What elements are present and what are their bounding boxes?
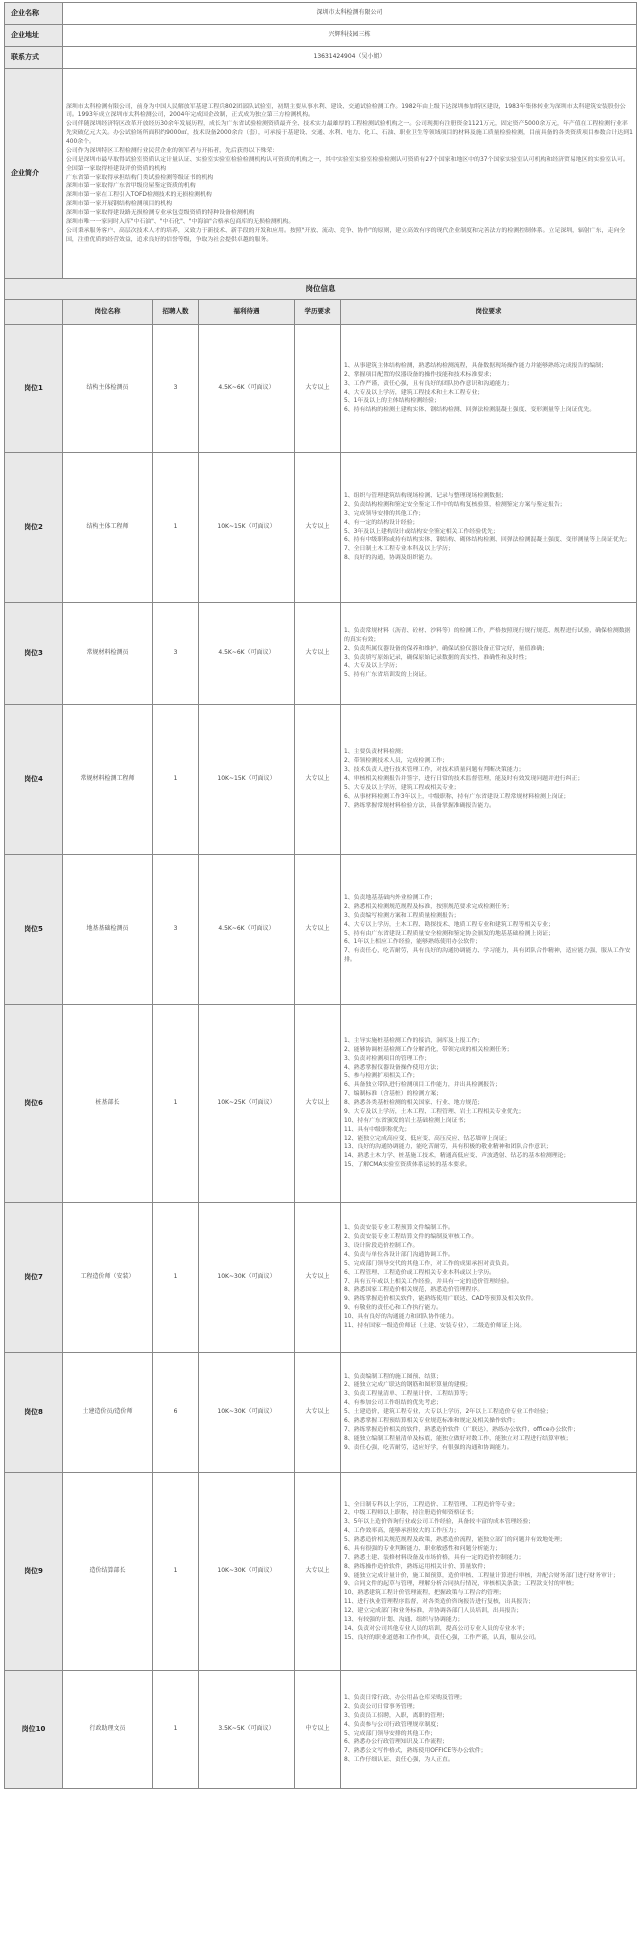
company-name-label: 企业名称	[5, 3, 63, 25]
requirement-item: 4、工作效率高，能够承担较大的工作压力；	[344, 1528, 460, 1535]
requirement-item: 4、大专以上学历，土木工程、勘探技术、地质工程专业和建筑工程等相关专业；	[344, 921, 554, 928]
requirement-item: 1、负责日常行政、办公用品仓库采购及管理；	[344, 1695, 466, 1702]
position-education: 大专以上	[295, 453, 341, 603]
requirement-item: 9、有敬业的责任心和工作执行能力。	[344, 1305, 442, 1312]
intro-paragraph: 深圳市第一家取得建设路无损检测专业承包壹级资质的特种设备检测机构	[66, 209, 255, 216]
requirement-item: 7、熟练掌握常规材料检验方法，具备掌握准确报告能力。	[344, 802, 496, 809]
position-count: 1	[153, 1203, 199, 1353]
requirement-item: 3、负责员工招聘，入职，离职的管理；	[344, 1712, 448, 1719]
position-education: 大专以上	[295, 1353, 341, 1473]
requirement-item: 6、熟悉办公行政管理知识及工作流程；	[344, 1739, 448, 1746]
position-row	[5, 1473, 637, 1671]
company-contact: 13631424904（吴小姐）	[63, 47, 637, 69]
position-requirements	[341, 855, 637, 1005]
requirement-item: 2、带领检测技术人员，完成检测工作；	[344, 758, 448, 765]
position-name: 结构主体工程师	[63, 453, 153, 603]
position-label: 岗位9	[5, 1473, 63, 1671]
position-salary: 10K~30K（可面议）	[199, 1473, 295, 1671]
requirement-item: 7、熟悉公文写作格式，熟练使用OFFICE等办公软件；	[344, 1748, 487, 1755]
requirement-item: 5、完成部门领导交代的其他工作，对工作的成果承担对责负责。	[344, 1260, 513, 1267]
position-name: 造价结算部长	[63, 1473, 153, 1671]
requirement-item: 3、工作严谨，责任心强，且有良好的团队协作意识和沟通能力；	[344, 380, 513, 387]
position-name: 行政助理文员	[63, 1671, 153, 1789]
header-salary: 福利待遇	[199, 300, 295, 325]
requirement-item: 8、熟悉国家工程造价相关规范，熟悉造价管理程序。	[344, 1287, 484, 1294]
requirement-item: 13、有较强的计划、沟通、组织与协调能力；	[344, 1616, 464, 1623]
position-count: 1	[153, 1005, 199, 1203]
company-intro-label: 企业简介	[5, 69, 63, 279]
requirement-item: 3、负责编写检测方案和工程质量检测报告；	[344, 912, 460, 919]
requirement-item: 7、熟悉土建、装修材料设备及市场价格，具有一定的造价控制能力；	[344, 1554, 525, 1561]
requirement-item: 13、良好的沟通协调能力，能吃苦耐劳，具有积极的敬业精神和团队合作意识；	[344, 1144, 552, 1151]
intro-paragraph: 公司秉承服务客户、高层次技术人才的培养，又致力于新技术、新手段的开发和应用。按照"开放、流动、竞争、协作"的原则，建立高效有序的现代企业制度和完善法方的检测控制体系。立足深圳，辐射广东，走向全国，注重优质的经营效益，追求良好的信誉等级，争取为社会提供卓越的服务。	[66, 227, 626, 243]
position-count: 1	[153, 1671, 199, 1789]
requirement-item: 8、能独立编制工程量清单及标底，能独立做好对数工作，能独立对工程进行结算审核；	[344, 1435, 572, 1442]
requirement-item: 1、负责地基基础内外业检测工作；	[344, 895, 437, 902]
requirement-item: 6、1年以上相应工作经验，能够熟练使用办公软件；	[344, 939, 482, 946]
position-salary: 4.5K~6K（可面议）	[199, 325, 295, 453]
requirement-item: 5、1年及以上的主体结构检测经验；	[344, 398, 440, 405]
position-salary: 4.5K~6K（可面议）	[199, 603, 295, 705]
requirement-item: 11、具有中级职称优先；	[344, 1126, 411, 1133]
requirement-item: 6、具备独立带队进行检测项目工作能力，并出具检测报告；	[344, 1082, 501, 1089]
header-education: 学历要求	[295, 300, 341, 325]
position-education: 大专以上	[295, 1203, 341, 1353]
position-requirements	[341, 705, 637, 855]
intro-paragraph: 深圳市太科检测有限公司，前身为中国人民解放军基建工程兵802团部队试验室，初期主要从事水利、建设、交通试验检测工作。1982年由上级下达深圳参加特区建设，1983年集体转业为深圳市太科建筑安装股份公司。1993年成立深圳市太科检测公司，2004年完成国企改制，正式成为独立第三方检测机构。	[66, 103, 626, 119]
position-education: 大专以上	[295, 855, 341, 1005]
requirement-item: 9、熟练掌握造价相关软件，能熟练使用广联达、CAD等预算及相关软件。	[344, 1296, 538, 1303]
position-label: 岗位7	[5, 1203, 63, 1353]
requirement-item: 6、从事材料检测工作3年以上，中级职称，持有广东省建设工程常规材料检测上岗证；	[344, 793, 570, 800]
requirement-item: 6、熟悉掌握工程预结算相关专业规范标准和规定及相关操作软件；	[344, 1417, 519, 1424]
requirement-item: 6、持有中级职称或持有结构实体、钢结构、砌体结构检测、回弹法检测混凝土强度、变形测量等上岗证优先；	[344, 537, 631, 544]
requirement-item: 4、负责参与公司行政管理规章制度；	[344, 1721, 442, 1728]
requirement-item: 4、审核相关检测报告并签字，进行日常的技术监督管理，能及时有效发现问题并进行纠正；	[344, 776, 584, 783]
requirement-item: 5、熟悉造价相关规范规程及政策，熟悉造价流程，能独立部门的问题并有效地处理；	[344, 1537, 566, 1544]
positions-header-row	[5, 300, 637, 325]
requirement-item: 6、工程管理、工程造价或工程相关专业本科或以上学历。	[344, 1269, 496, 1276]
position-name: 土建造价员/造价师	[63, 1353, 153, 1473]
header-blank	[5, 300, 63, 325]
requirement-item: 8、工作仔细认证、责任心强，为人正直。	[344, 1757, 454, 1764]
position-salary: 4.5K~6K（可面议）	[199, 855, 295, 1005]
position-label: 岗位5	[5, 855, 63, 1005]
intro-paragraph: 深圳市第一家取得广东省甲级房屋鉴定资质的机构	[66, 183, 196, 190]
position-name: 桩基部长	[63, 1005, 153, 1203]
requirement-item: 5、持有广东省培训发的上岗证。	[344, 672, 431, 679]
position-count: 1	[153, 1473, 199, 1671]
requirement-item: 3、负责对检测项目的管理工作；	[344, 1055, 431, 1062]
position-education: 大专以上	[295, 325, 341, 453]
requirement-item: 8、良好的沟通，协调及组织能力。	[344, 555, 437, 562]
requirement-item: 3、5年以上造价咨询行业或公司工作经验，具备较丰富的成本管理经验；	[344, 1519, 535, 1526]
requirement-item: 8、熟悉各类基桩检测的相关国家、行业、地方规范；	[344, 1100, 484, 1107]
requirement-item: 12、建立完成部门和业务标准，并协调各部门人员培训，出具报告；	[344, 1607, 523, 1614]
position-row	[5, 325, 637, 453]
position-count: 1	[153, 453, 199, 603]
requirement-item: 10、熟悉建筑工程计价管理流程，把握政策与工程合约管理；	[344, 1590, 505, 1597]
requirement-item: 1、从事建筑主体结构检测，熟悉结构检测流程，具备数据现场操作能力并能够熟练完成报告的编制；	[344, 362, 607, 369]
company-contact-row	[5, 47, 637, 69]
position-name: 常规材料检测员	[63, 603, 153, 705]
requirement-item: 5、大专及以上学历，建筑工程或相关专业；	[344, 784, 460, 791]
position-requirements	[341, 603, 637, 705]
position-row	[5, 603, 637, 705]
requirement-item: 9、合同文件的起草与管理，理解分析合同执行情况，审核相关条款；工程款支付的审核；	[344, 1581, 578, 1588]
requirement-item: 9、大专及以上学历，土木工程、工程管理、岩土工程相关专业优先；	[344, 1108, 525, 1115]
requirement-item: 1、负责编制工程的施工图预、结算；	[344, 1373, 442, 1380]
requirement-item: 2、掌握项目配置的仪器设备的操作技能和技术标准要求；	[344, 371, 496, 378]
requirement-item: 3、负责工程量清单、工程量计价、工程结算等；	[344, 1391, 472, 1398]
position-count: 3	[153, 603, 199, 705]
requirement-item: 12、能独立完成高应变、低应变、高压反应、钻芯墙审上岗证；	[344, 1135, 511, 1142]
requirement-item: 5、持有由广东省建设工程质量安全检测和鉴定协会颁发的地基基础检测上岗证；	[344, 930, 554, 937]
intro-paragraph: 深圳市第一家在工程引入TOFD检测技术的无损检测机构	[66, 192, 212, 199]
requirement-item: 1、全日制专科以上学历，工程造价、工程管理、工程造价等专业；	[344, 1501, 519, 1508]
position-requirements	[341, 1203, 637, 1353]
company-address-row	[5, 25, 637, 47]
requirement-item: 11、进行执业管理程序监督，对各类造价咨询报告进行复核，出具报告；	[344, 1599, 535, 1606]
requirement-item: 7、编制标准（含基桩）的检测方案；	[344, 1091, 442, 1098]
requirement-item: 3、完成领导安排的其他工作；	[344, 510, 425, 517]
requirement-item: 2、负责所属仪器设备的保养和维护，确保试验仪器设备正常完好，量值准确；	[344, 645, 549, 652]
position-education: 大专以上	[295, 705, 341, 855]
requirement-item: 5、完成部门领导安排的其他工作；	[344, 1730, 437, 1737]
position-requirements	[341, 453, 637, 603]
requirement-item: 11、持有国家一级造价师证（土建、安装专业），二级造价师证上岗。	[344, 1322, 526, 1329]
requirement-item: 10、具有良好的沟通能力和团队协作能力。	[344, 1313, 458, 1320]
requirement-item: 2、负责公司日常事务管理；	[344, 1703, 419, 1710]
position-label: 岗位10	[5, 1671, 63, 1789]
requirement-item: 4、有一定的结构设计经验；	[344, 519, 419, 526]
position-salary: 10K~15K（可面议）	[199, 705, 295, 855]
requirement-item: 5、土建造价，建筑工程专业，大专以上学历，2年以上工程造价专业工作经验；	[344, 1409, 552, 1416]
positions-title: 岗位信息	[5, 279, 637, 300]
position-row	[5, 1005, 637, 1203]
requirement-item: 1、主要负责材料检测；	[344, 749, 407, 756]
intro-paragraph: 广东省第一家取得承担结构门类试验检测等级证书的机构	[66, 174, 214, 181]
position-count: 3	[153, 325, 199, 453]
requirement-item: 3、负责填写原始记录，确保原始记录数据的真实性、准确性和及时性；	[344, 654, 531, 661]
position-count: 3	[153, 855, 199, 1005]
positions-title-row	[5, 279, 637, 300]
position-row	[5, 1203, 637, 1353]
position-label: 岗位8	[5, 1353, 63, 1473]
position-row	[5, 1671, 637, 1789]
requirement-item: 1、主导实施桩基检测工作的接洽，洞库及上报工作；	[344, 1038, 484, 1045]
position-row	[5, 855, 637, 1005]
position-salary: 10K~30K（可面议）	[199, 1203, 295, 1353]
position-education: 大专以上	[295, 603, 341, 705]
header-position-name: 岗位名称	[63, 300, 153, 325]
requirement-item: 7、全日制土木工程专业本科及以上学历；	[344, 546, 454, 553]
requirement-item: 10、持有广东省颁发的岩土基础检测上岗证书；	[344, 1117, 470, 1124]
requirement-item: 4、有参加公司工作组结的优先考虑；	[344, 1400, 442, 1407]
requirement-item: 2、能独立完成广联达的钢筋和图形算量的建模；	[344, 1382, 472, 1389]
position-rows	[5, 325, 637, 1789]
position-label: 岗位3	[5, 603, 63, 705]
position-requirements	[341, 1353, 637, 1473]
position-count: 1	[153, 705, 199, 855]
intro-paragraph: 公司是深圳市最早取得试验室资质认定计量认证、实验室实验室检验检测机构认可资质的机构之一，其中实验室实验室检验检测认可资质有27个国家和地区中的37个国家实验室认可机构和经济贸易地区的实验室认可。	[66, 156, 629, 163]
position-label: 岗位6	[5, 1005, 63, 1203]
position-count: 6	[153, 1353, 199, 1473]
company-name: 深圳市太科检测有限公司	[63, 3, 637, 25]
position-salary: 10K~25K（可面议）	[199, 1005, 295, 1203]
requirement-item: 3、设计阶段造价控制工作。	[344, 1243, 419, 1250]
position-row	[5, 705, 637, 855]
intro-paragraph: 全国第一家取得桂建设评价资质的机构	[66, 165, 167, 172]
requirement-item: 2、熟悉相关检测规范规程及标准，按照规范要求完成检测任务；	[344, 903, 513, 910]
company-contact-label: 联系方式	[5, 47, 63, 69]
requirement-item: 3、技术负责人进行技术管理工作，对技术质量问题有判断决策能力；	[344, 767, 525, 774]
position-education: 大专以上	[295, 1005, 341, 1203]
position-requirements	[341, 1005, 637, 1203]
requirement-item: 6、持有结构的检测土建构实体、钢结构检测、回弹法检测混凝土强度、变形测量等上岗证优先。	[344, 407, 596, 414]
position-salary: 10K~30K（可面议）	[199, 1353, 295, 1473]
requirement-item: 4、负责与单位各设计部门沟通协调工作。	[344, 1251, 454, 1258]
requirement-item: 7、熟练掌握造价相关的软件，熟悉造价软件（广联达），熟练办公软件，office办公软件；	[344, 1426, 579, 1433]
requirement-item: 2、负责安装专业工程结算文件的编制及审核工作。	[344, 1234, 478, 1241]
requirement-item: 2、中级工程师以上职称，持注册造价师资格证书；	[344, 1510, 478, 1517]
position-row	[5, 1353, 637, 1473]
requirement-item: 1、负责安装专业工程预算文件编制工作。	[344, 1225, 454, 1232]
position-name: 工程造价师（安装）	[63, 1203, 153, 1353]
requirement-item: 5、3年及以上建构设计或结构安全鉴定相关工作经验优先；	[344, 528, 499, 535]
intro-paragraph: 公司伴随深圳经济特区改革开放经历30余年发展历程，成长为广东省试验检测资质最齐全、技术实力最雄厚的工程检测试验机构之一。公司现拥有注册资金1121万元，固定资产5000余万元，年产值在工程检测行业率先突破亿元大关。办公试验场所面积约9000㎡，技术设备2000余台（套），可承接于基建设、交通、水利、电力、化工、石油、职业卫生等领域项目的材料及施工质量检验检测，目前具备的各类资质项目参数合计达到1400余个。	[66, 121, 633, 146]
company-intro-row	[5, 69, 637, 279]
position-label: 岗位1	[5, 325, 63, 453]
position-label: 岗位4	[5, 705, 63, 855]
position-row	[5, 453, 637, 603]
requirement-item: 14、熟悉土木力学、桩基施工技术，精通高低应变、声波透射、钻芯的基本检测理论；	[344, 1153, 570, 1160]
requirement-item: 14、负责对公司其他专业人员的培训，提高公司专业人员的专业水平；	[344, 1625, 529, 1632]
recruitment-sheet	[4, 2, 636, 1789]
company-name-row	[5, 3, 637, 25]
intro-paragraph: 深圳市第一家开展钢结构检测项目的机构	[66, 201, 173, 208]
company-address: 兴辉科技园三栋	[63, 25, 637, 47]
header-requirements: 岗位要求	[341, 300, 637, 325]
positions-table	[4, 278, 637, 1789]
company-address-label: 企业地址	[5, 25, 63, 47]
position-requirements	[341, 1671, 637, 1789]
position-name: 地基基础检测员	[63, 855, 153, 1005]
requirement-item: 15、了解CMA实验室资质体系运转的基本要求。	[344, 1162, 471, 1169]
requirement-item: 7、有责任心，吃苦耐劳，具有良好的沟通协调能力、学习能力，具有团队合作精神，适应能力强，服从工作安排。	[344, 948, 631, 964]
requirement-item: 4、大专及以上学历，建筑工程技术和土木工程专业；	[344, 389, 484, 396]
requirement-item: 1、负责常规材料（沥青、砼材、沙料等）的检测工作，严格按照现行规行规范、规程进行试验，确保检测数据的真实有效；	[344, 627, 631, 643]
requirement-item: 2、能够协调桩基检测工作分解消化，带领完成的相关检测任务；	[344, 1046, 513, 1053]
requirement-item: 4、熟悉掌握仪器设备操作使用方法；	[344, 1064, 442, 1071]
requirement-item: 2、负责结构检测和鉴定安全鉴定工作中的结构复核验算，检测鉴定方案与鉴定报告；	[344, 501, 566, 508]
intro-paragraph: 公司作为深圳特区工程检测行业民营企业的领军者与开拓者，先后获得以下殊荣：	[66, 147, 279, 154]
company-intro-text	[63, 69, 637, 279]
position-requirements	[341, 325, 637, 453]
requirement-item: 1、组织与管理建筑结构现场检测、记录与整理现场检测数据；	[344, 493, 507, 500]
intro-paragraph: 深圳市唯一一家同时入库"中石油"、"中石化"、"中海油"合格承包商库的无损检测机构。	[66, 218, 295, 225]
position-education: 中专以上	[295, 1671, 341, 1789]
position-label: 岗位2	[5, 453, 63, 603]
requirement-item: 7、具有五年或以上相关工作经验，并具有一定的造价管理经验。	[344, 1278, 513, 1285]
requirement-item: 15、良好的职业道德和工作作风，责任心强，工作严谨，认真，服从公司。	[344, 1634, 540, 1641]
header-count: 招聘人数	[153, 300, 199, 325]
position-salary: 10K~15K（可面议）	[199, 453, 295, 603]
requirement-item: 6、具有很强的专业判断能力、职业敏感性和问题分析能力；	[344, 1545, 501, 1552]
position-name: 结构主体检测员	[63, 325, 153, 453]
position-name: 常规材料检测工程师	[63, 705, 153, 855]
requirement-item: 9、能独立完成计量计价，施工图预算，造价审核、工程量计算进行审核，并配合财务部门进行财务审计；	[344, 1572, 619, 1579]
requirement-item: 5、参与检测扩项相关工作；	[344, 1073, 419, 1080]
requirement-item: 9、责任心强，吃苦耐劳，适应好学，有很强的沟通和协调能力。	[344, 1444, 513, 1451]
position-salary: 3.5K~5K（可面议）	[199, 1671, 295, 1789]
requirement-item: 4、大专及以上学历；	[344, 663, 401, 670]
requirement-item: 8、熟练操作造价软件，熟练运用相关计价、算量软件；	[344, 1563, 490, 1570]
company-info-table	[4, 2, 637, 279]
position-education: 大专以上	[295, 1473, 341, 1671]
position-requirements	[341, 1473, 637, 1671]
